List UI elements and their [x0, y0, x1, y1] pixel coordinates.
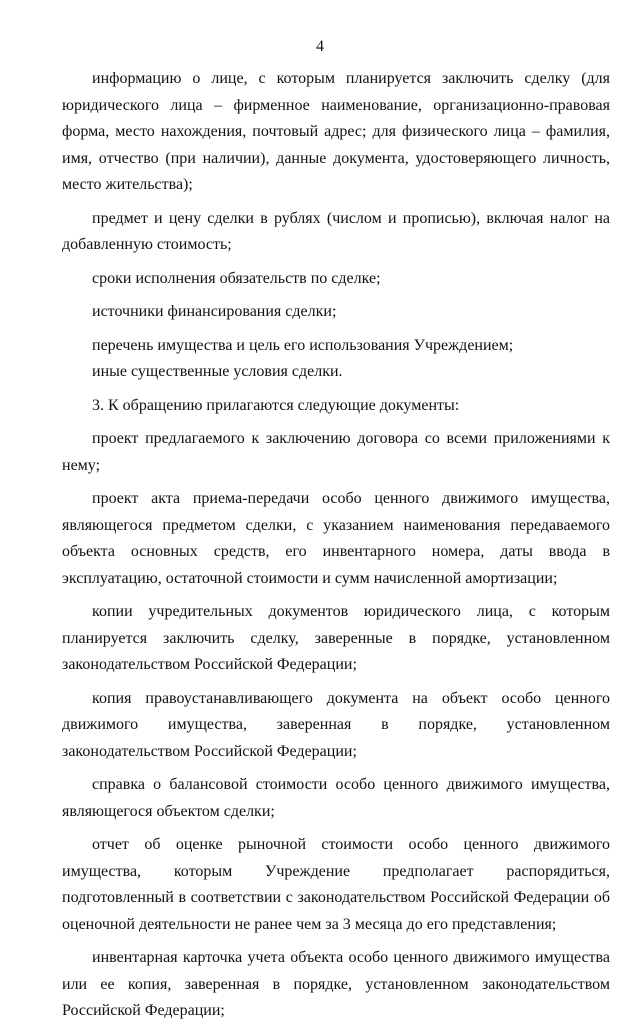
paragraph-section-3-heading: 3. К обращению прилагаются следующие документы:	[92, 396, 460, 414]
paragraph-title-document: копия правоустанавливающего документа на объект особо ценного движимого имущества, заверенная в порядке, установленном законодательством Российской Федерации;	[62, 689, 610, 760]
paragraph-inventory-card: инвентарная карточка учета объекта особо ценного движимого имущества или ее копия, заверенная в порядке, установленном законодательством Российской Федерации;	[62, 949, 610, 1019]
page-number: 4	[316, 38, 324, 55]
paragraph-subject-and-price: предмет и цену сделки в рублях (числом и прописью), включая налог на добавленную стоимость;	[62, 209, 610, 253]
paragraph-other-conditions: иные существенные условия сделки.	[92, 363, 343, 380]
paragraph-counterparty-info: информацию о лице, с которым планируется заключить сделку (для юридического лица – фирменное наименование, организационно-правовая форма, место нахождения, почтовый адрес; для физического лица – фамилия, имя, отчество (при наличии), данные документа, удостоверяющего личность, место жительства);	[62, 70, 610, 193]
paragraph-funding-sources: источники финансирования сделки;	[92, 303, 337, 320]
paragraph-balance-certificate: справка о балансовой стоимости особо ценного движимого имущества, являющегося объектом сделки;	[62, 776, 610, 820]
paragraph-deadlines: сроки исполнения обязательств по сделке;	[92, 269, 381, 287]
paragraph-draft-contract: проект предлагаемого к заключению договора со всеми приложениями к нему;	[62, 430, 610, 474]
paragraph-founding-documents: копии учредительных документов юридического лица, с которым планируется заключить сделку, заверенные в порядке, установленном законодательством Российской Федерации;	[62, 603, 610, 673]
paragraph-valuation-report: отчет об оценке рыночной стоимости особо ценного движимого имущества, которым Учреждение предполагает распорядиться, подготовленный в соответствии с законодательством Российской Федерации об оценочной деятельности не ранее чем за 3 месяца до его представления;	[62, 836, 610, 933]
paragraph-transfer-act: проект акта приема-передачи особо ценного движимого имущества, являющегося предметом сделки, с указанием наименования передаваемого объекта основных средств, его инвентарного номера, даты ввода в эксплуатацию, остаточной стоимости и сумм начисленной амортизации;	[62, 490, 610, 587]
document-body	[62, 66, 610, 1025]
paragraph-property-list: перечень имущества и цель его использования Учреждением;	[92, 336, 514, 354]
